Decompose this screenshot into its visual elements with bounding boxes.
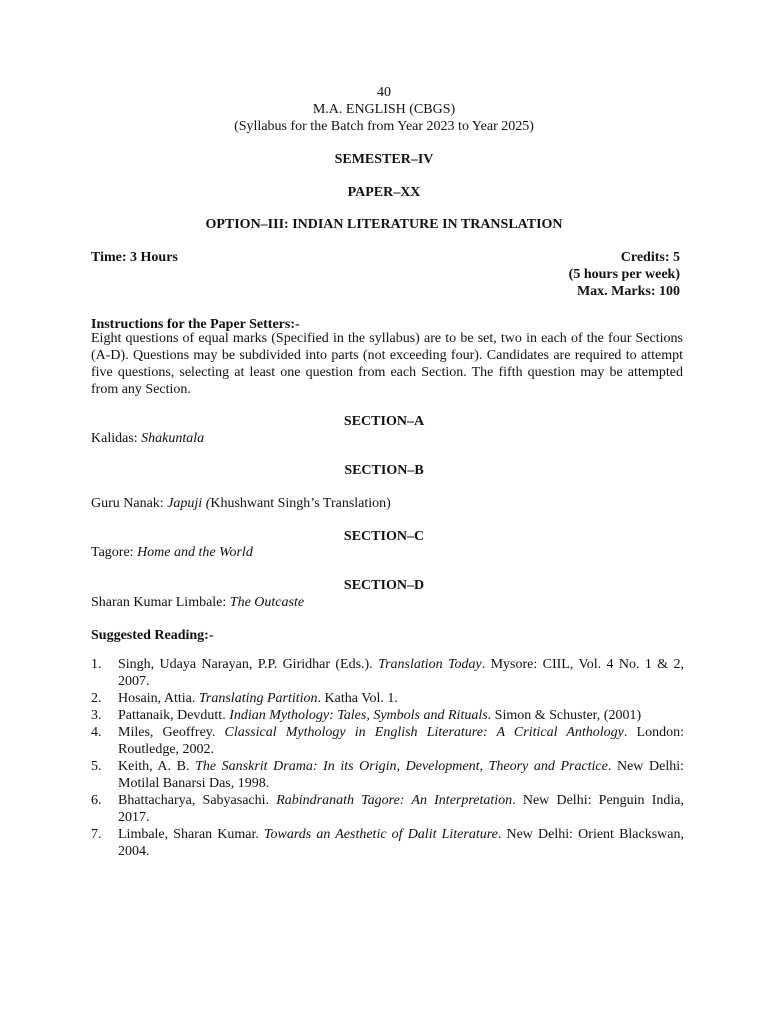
section-c-work: Home and the World	[137, 545, 253, 560]
section-d-author: Sharan Kumar Limbale:	[91, 595, 230, 610]
credits-label: Credits: 5	[620, 250, 680, 265]
reading-item	[91, 758, 684, 792]
reading-item-publication: . Mysore: CIIL, Vol. 4 No. 1 & 2, 2007.	[118, 657, 684, 689]
reading-item-title: Translation Today	[378, 657, 482, 672]
reading-item-publication: . London: Routledge, 2002.	[118, 725, 684, 757]
section-b-content	[91, 495, 391, 512]
section-a-work: Shakuntala	[141, 431, 205, 446]
reading-item-publication: . New Delhi: Motilal Banarsi Das, 1998.	[118, 759, 684, 791]
section-c-author: Tagore:	[91, 545, 138, 560]
time-label: Time: 3 Hours	[91, 250, 178, 265]
reading-item	[91, 690, 684, 707]
section-c-content	[91, 544, 253, 561]
reading-item-title: Classical Mythology in English Literature: A Critical Anthology	[224, 725, 624, 740]
reading-item-number: 5.	[91, 759, 102, 774]
reading-item-number: 7.	[91, 827, 102, 842]
reading-item-title: Indian Mythology: Tales, Symbols and Rituals	[229, 708, 488, 723]
reading-item-number: 1.	[91, 657, 102, 672]
reading-item-author: Miles, Geoffrey.	[118, 725, 225, 740]
reading-item-author: Keith, A. B.	[118, 759, 196, 774]
section-a-content	[91, 430, 204, 447]
reading-item-number: 4.	[91, 725, 102, 740]
reading-item	[91, 707, 684, 724]
option-title: OPTION–III: INDIAN LITERATURE IN TRANSLATION	[205, 217, 563, 232]
max-marks-label: Max. Marks: 100	[576, 284, 680, 299]
reading-item	[91, 724, 684, 758]
section-b-work: Japuji (	[167, 496, 211, 511]
section-d-heading: SECTION–D	[343, 578, 425, 593]
reading-item-publication: . New Delhi: Orient Blackswan, 2004.	[118, 827, 684, 859]
reading-item-author: Singh, Udaya Narayan, P.P. Giridhar (Eds.).	[118, 657, 379, 672]
reading-item-author: Hosain, Attia.	[118, 691, 199, 706]
reading-item	[91, 826, 684, 860]
section-a-author: Kalidas:	[91, 431, 142, 446]
section-d-work: The Outcaste	[229, 595, 305, 610]
reading-item-title: The Sanskrit Drama: In its Origin, Development, Theory and Practice	[195, 759, 608, 774]
suggested-reading-heading: Suggested Reading:-	[91, 628, 214, 643]
reading-item	[91, 656, 684, 690]
reading-item-number: 2.	[91, 691, 102, 706]
reading-item-title: Towards an Aesthetic of Dalit Literature	[264, 827, 498, 842]
section-a-heading: SECTION–A	[343, 414, 425, 429]
section-c-heading: SECTION–C	[343, 529, 425, 544]
batch-note: (Syllabus for the Batch from Year 2023 to Year 2025)	[234, 119, 534, 134]
section-d-content	[91, 594, 304, 611]
reading-item-publication: . Simon & Schuster, (2001)	[487, 708, 642, 723]
instructions-body: Eight questions of equal marks (Specified in the syllabus) are to be set, two in each of the four Sections (A-D). Questions may be subdivided into parts (not exceeding four). Candidates are required to attempt five questions, selecting at least one question from each Section. The fifth question may be attempted from any Section.	[91, 331, 683, 397]
hours-per-week-label: (5 hours per week)	[568, 267, 680, 282]
program-title: M.A. ENGLISH (CBGS)	[312, 102, 456, 117]
reading-item-author: Pattanaik, Devdutt.	[118, 708, 230, 723]
reading-item-number: 6.	[91, 793, 102, 808]
instructions-heading: Instructions for the Paper Setters:-	[91, 317, 300, 332]
reading-item-author: Bhattacharya, Sabyasachi.	[118, 793, 277, 808]
section-b-heading: SECTION–B	[344, 463, 424, 478]
reading-item-title: Rabindranath Tagore: An Interpretation	[276, 793, 513, 808]
paper-heading: PAPER–XX	[347, 185, 421, 200]
reading-item-title: Translating Partition	[198, 691, 318, 706]
reading-item	[91, 792, 684, 826]
section-b-author: Guru Nanak:	[91, 496, 168, 511]
reading-item-number: 3.	[91, 708, 102, 723]
suggested-reading-list	[91, 656, 684, 860]
reading-item-publication: . New Delhi: Penguin India, 2017.	[118, 793, 684, 825]
page-number: 40	[377, 85, 391, 100]
semester-heading: SEMESTER–IV	[334, 152, 434, 167]
reading-item-author: Limbale, Sharan Kumar.	[118, 827, 265, 842]
section-b-suffix: Khushwant Singh’s Translation)	[210, 496, 391, 511]
reading-item-publication: . Katha Vol. 1.	[317, 691, 398, 706]
